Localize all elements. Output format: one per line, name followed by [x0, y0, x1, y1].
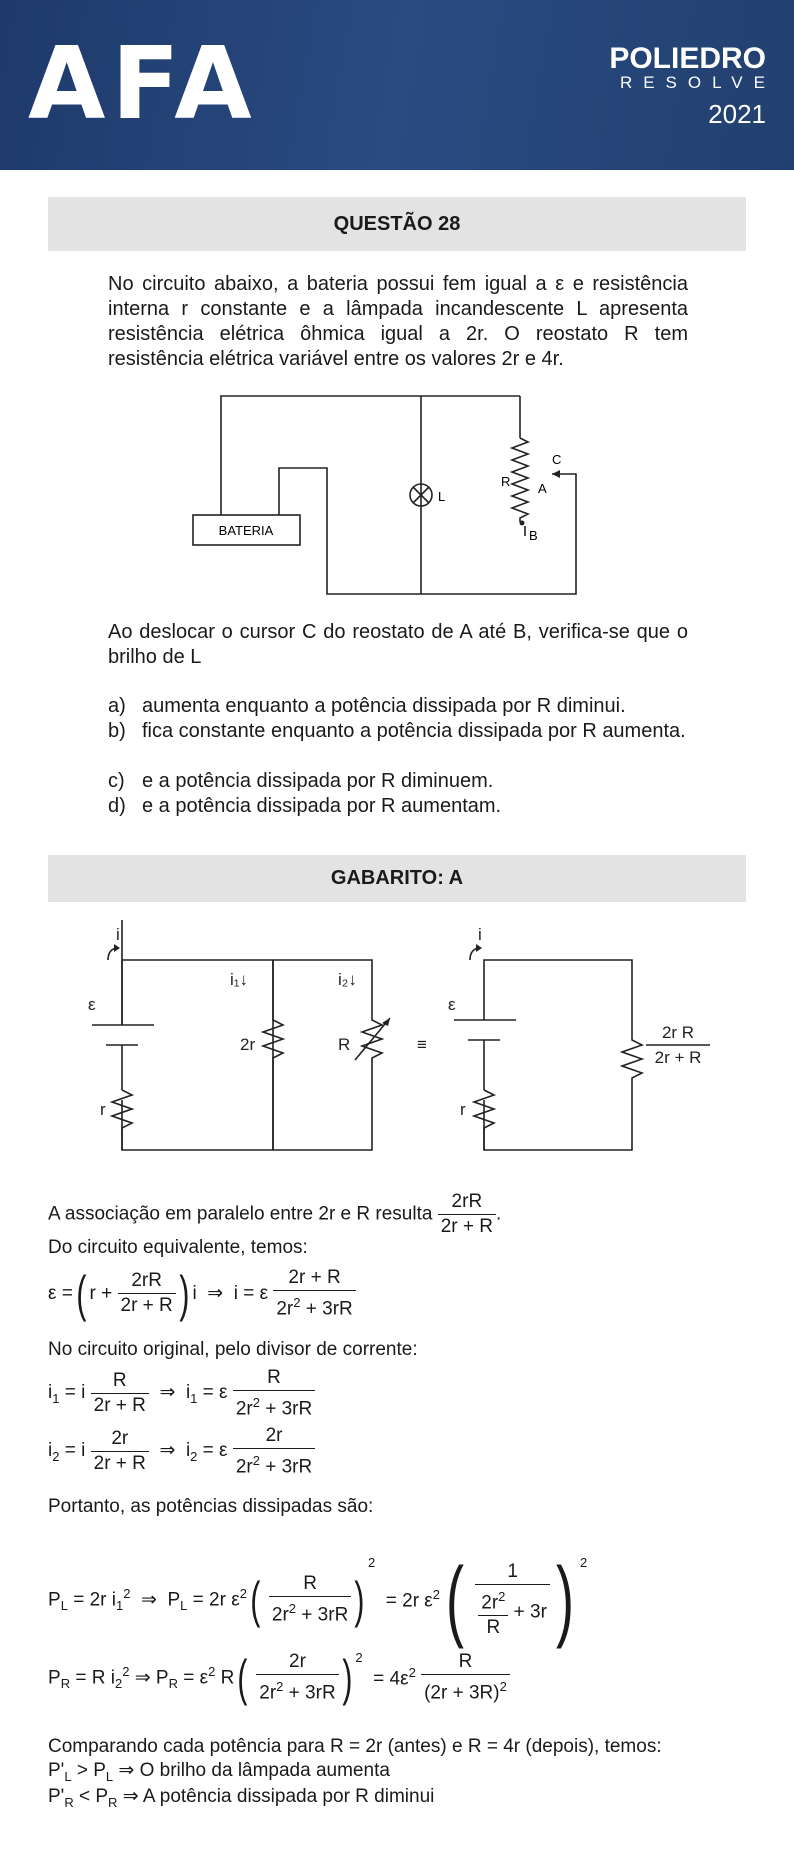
- solution-line-2: Do circuito equivalente, temos:: [48, 1237, 308, 1258]
- emf-label: ε: [88, 995, 96, 1014]
- option-b: [108, 719, 688, 769]
- equation-power-rheostat: $P_R = R$ $i_2^2$ ⇒ $P_R = \varepsilon^2$ R( $\frac{2r}{2r^2 + 3rR}$ ) $2 = 4\varepsilon^2$ $\frac{R}{(2r + 3R)^2}$: [48, 1650, 510, 1705]
- current-i-label: i: [116, 925, 120, 944]
- solution-line-3: No circuito original, pelo divisor de corrente:: [48, 1339, 418, 1360]
- header-banner: [0, 0, 794, 170]
- resistor-2r-label: 2r: [240, 1035, 256, 1054]
- option-d: [108, 794, 688, 819]
- emf-label: ε: [448, 995, 456, 1014]
- internal-r-label: r: [100, 1100, 106, 1119]
- equivalent-numerator: 2r R: [661, 1023, 695, 1042]
- equivalence-symbol: ≡: [417, 1035, 427, 1054]
- question-prompt: Ao deslocar o cursor C do reostato de A até B, verifica-se que o brilho de L: [108, 621, 688, 668]
- solution-line-4: Portanto, as potências dissipadas são:: [48, 1496, 374, 1517]
- cursor-label: C: [552, 452, 562, 467]
- answer-circuit-diagram: [80, 920, 720, 1160]
- current-i1-label: i₁↓: [230, 970, 249, 989]
- equivalent-denominator: 2r + R: [654, 1048, 702, 1067]
- rheostat-label: R: [501, 474, 511, 489]
- option-letter: c): [108, 770, 125, 792]
- afa-logo: AFA: [28, 25, 258, 142]
- lamp-label: L: [438, 489, 446, 504]
- equation-current: ε =( r + $\frac{2rR}{2r + R}$ ) i ⇒ i = ε $\frac{2r + R}{2r^2 + 3rR}$: [48, 1266, 356, 1321]
- point-a-label: A: [538, 481, 547, 496]
- parallel-fraction: $\frac{2rR}{2r + R}$: [438, 1190, 496, 1239]
- equation-i1: $i_1 = i$ $\frac{R}{2r + R}$ ⇒ $i_1 = \varepsilon$ $\frac{R}{2r^2 + 3rR}$: [48, 1366, 315, 1421]
- brand-block: [609, 42, 776, 130]
- point-b-label: B: [529, 528, 538, 543]
- option-c: [108, 769, 688, 794]
- brand-name: POLIEDRO: [609, 42, 766, 75]
- internal-r-label: r: [460, 1100, 466, 1119]
- exam-year: 2021: [708, 99, 766, 129]
- option-text: e a potência dissipada por R aumentam.: [142, 795, 502, 817]
- option-text: e a potência dissipada por R diminuem.: [142, 770, 494, 792]
- current-i-label: i: [478, 925, 482, 944]
- question-title: QUESTÃO 28: [48, 197, 746, 251]
- option-letter: b): [108, 720, 126, 742]
- current-i2-label: i₂↓: [338, 970, 357, 989]
- answer-title: GABARITO: A: [48, 855, 746, 902]
- solution-line-5: Comparando cada potência para R = 2r (antes) e R = 4r (depois), temos:: [48, 1736, 662, 1757]
- option-text: aumenta enquanto a potência dissipada por R diminui.: [142, 695, 626, 717]
- option-letter: a): [108, 695, 126, 717]
- conclusion-lamp: $P'_L > P_L$ ⇒ O brilho da lâmpada aumenta: [48, 1760, 390, 1784]
- equation-i2: $i_2 = i$ $\frac{2r}{2r + R}$ ⇒ $i_2 = \varepsilon$ $\frac{2r}{2r^2 + 3rR}$: [48, 1424, 315, 1479]
- option-letter: d): [108, 795, 126, 817]
- solution-line-1: A associação em paralelo entre 2r e R resulta $\frac{2rR}{2r + R}$ .: [48, 1191, 502, 1237]
- option-text: fica constante enquanto a potência dissipada por R aumenta.: [142, 720, 686, 742]
- conclusion-rheostat: $P'_R < P_R$ ⇒ A potência dissipada por R diminui: [48, 1786, 435, 1810]
- equation-power-lamp: $P_L = 2r$ $i_1^2$ ⇒ $P_L = 2r$ $\varepsilon^2$( $\frac{R}{2r^2 + 3rR}$ )2 = 2r $\varepsilon^2$( 1 $\frac{2r^2}{R}$ + 3r ) 2: [48, 1550, 588, 1650]
- resistor-R-label: R: [338, 1035, 351, 1054]
- question-statement: No circuito abaixo, a bateria possui fem igual a ε e resistência interna r constante e a lâmpada incandescente L apresenta resistência elétrica ôhmica igual a 2r. O reostato R tem resistência elétrica variável entre os valores 2r e 4r.: [108, 273, 688, 370]
- brand-subtitle: RESOLVE: [619, 73, 776, 92]
- option-a: [108, 694, 688, 719]
- question-circuit-diagram: [185, 390, 585, 600]
- battery-label: BATERIA: [218, 523, 274, 538]
